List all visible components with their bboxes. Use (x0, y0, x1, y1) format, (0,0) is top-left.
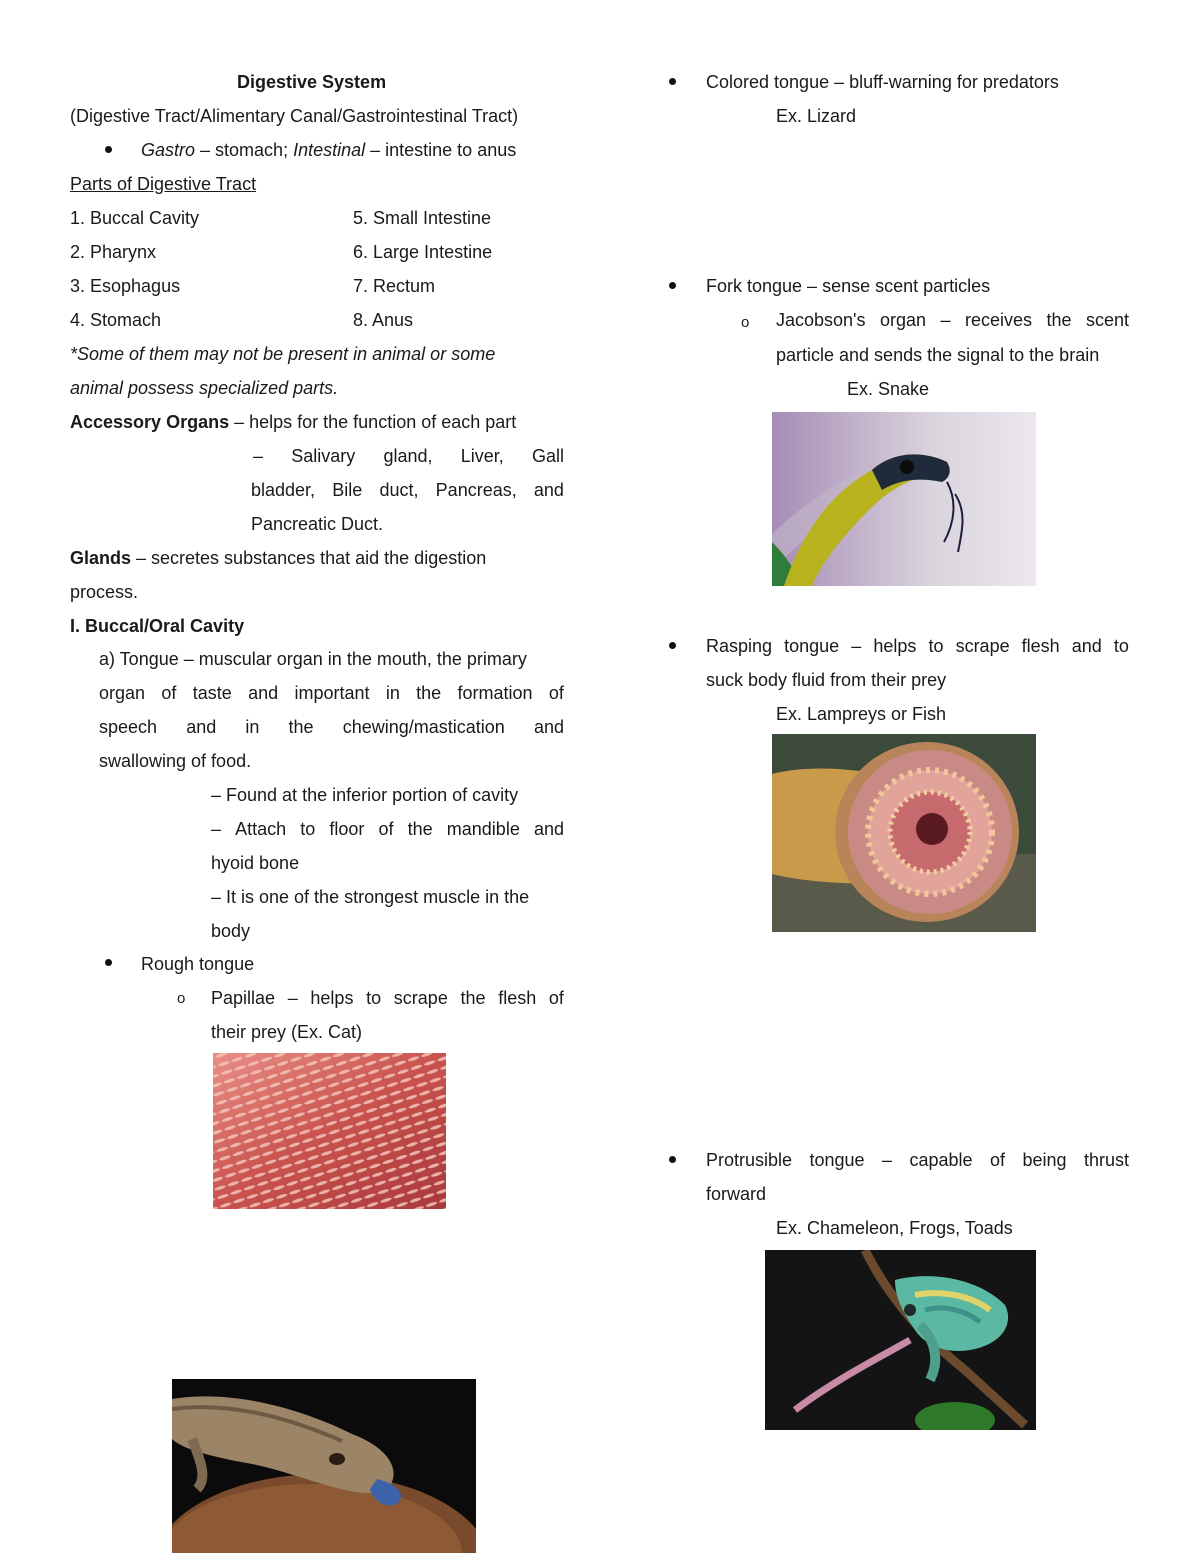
gastro-term: Gastro (141, 140, 196, 160)
bullet-dot (669, 1156, 676, 1163)
word: the (1046, 310, 1072, 330)
tongue-line: a) Tongue – muscular organ in the mouth, the primary (99, 649, 527, 669)
accessory-term: Accessory Organs (70, 412, 230, 432)
section-title: I. Buccal/Oral Cavity (70, 616, 245, 636)
word: flesh (1021, 636, 1060, 656)
word: chewing/mastication (342, 717, 505, 737)
example-label: Ex. Lampreys or Fish (776, 704, 947, 724)
accessory-list-line (253, 444, 564, 468)
sub-bullet-marker: o (177, 990, 186, 1007)
word: the (416, 683, 442, 703)
tongue-fact: – Found at the inferior portion of cavity (211, 785, 519, 805)
word: Attach (235, 819, 287, 839)
rasping-line (706, 634, 1129, 658)
word: organ (99, 683, 146, 703)
tongue-fact (211, 817, 564, 841)
word: formation (457, 683, 533, 703)
part-item: 1. Buccal Cavity (70, 208, 200, 228)
bullet-dot (105, 146, 112, 153)
word: taste (192, 683, 232, 703)
word: and (533, 717, 564, 737)
accessory-organs (70, 410, 516, 434)
protrusible-line (706, 1148, 1129, 1172)
word: – (253, 446, 264, 466)
accessory-list-line (251, 478, 564, 502)
bullet-dot (105, 959, 112, 966)
word: in (245, 717, 260, 737)
tongue-line (99, 715, 564, 739)
note-line: animal possess specialized parts. (70, 378, 339, 398)
word: receives (964, 310, 1032, 330)
bullet-dot (669, 642, 676, 649)
glands-line (70, 546, 486, 570)
chameleon-photo (765, 1250, 1036, 1430)
word: – (940, 310, 951, 330)
part-item: 7. Rectum (353, 276, 436, 296)
word: floor (329, 819, 365, 839)
jacobson-line: particle and sends the signal to the brain (776, 345, 1100, 365)
word: Protrusible (706, 1150, 793, 1170)
papillae-line (211, 986, 564, 1010)
tongue-fact: body (211, 921, 251, 941)
word: and (186, 717, 217, 737)
word: scent (1085, 310, 1129, 330)
tongue-line (99, 681, 564, 705)
papillae-line: their prey (Ex. Cat) (211, 1022, 363, 1042)
gastro-def: – stomach; (195, 140, 294, 160)
word: the (407, 819, 433, 839)
example-label: Ex. Chameleon, Frogs, Toads (776, 1218, 1013, 1238)
word: of (990, 1150, 1006, 1170)
word: and (248, 683, 279, 703)
word: – (211, 819, 222, 839)
word: helps (873, 636, 917, 656)
lizard-photo (172, 1379, 476, 1553)
colored-tongue: Colored tongue – bluff-warning for predators (706, 72, 1059, 92)
word: capable (909, 1150, 973, 1170)
tongue-fact: hyoid bone (211, 853, 300, 873)
word: – (287, 988, 298, 1008)
word: to (1113, 636, 1129, 656)
example-label: Ex. Snake (847, 379, 930, 399)
word: being (1022, 1150, 1067, 1170)
word: Jacobson's (776, 310, 866, 330)
word: Salivary (291, 446, 356, 466)
glands-term: Glands (70, 548, 132, 568)
snake-photo (772, 412, 1036, 586)
word: gland, (383, 446, 433, 466)
word: bladder, (251, 480, 316, 500)
word: organ (879, 310, 927, 330)
page-title: Digestive System (237, 72, 387, 92)
part-item: 8. Anus (353, 310, 414, 330)
word: Liver, (460, 446, 504, 466)
word: of (548, 683, 564, 703)
parts-heading: Parts of Digestive Tract (70, 174, 257, 194)
word: tongue (809, 1150, 865, 1170)
word: mandible (446, 819, 520, 839)
fork-tongue: Fork tongue – sense scent particles (706, 276, 991, 296)
word: to (300, 819, 316, 839)
word: Bile (332, 480, 363, 500)
accessory-list-line: Pancreatic Duct. (251, 514, 384, 534)
glands-line: process. (70, 582, 139, 602)
word: – (882, 1150, 893, 1170)
protrusible-line: forward (706, 1184, 767, 1204)
rough-tongue: Rough tongue (141, 954, 255, 974)
word: to (928, 636, 944, 656)
rasping-line: suck body fluid from their prey (706, 670, 947, 690)
word: flesh (498, 988, 537, 1008)
jacobson-line (776, 308, 1129, 332)
word: scrape (393, 988, 448, 1008)
word: thrust (1083, 1150, 1129, 1170)
word: to (366, 988, 382, 1008)
word: of (378, 819, 394, 839)
bullet-dot (669, 78, 676, 85)
word: Pancreas, (435, 480, 517, 500)
part-item: 2. Pharynx (70, 242, 157, 262)
word: the (288, 717, 314, 737)
subtitle: (Digestive Tract/Alimentary Canal/Gastrointestinal Tract) (70, 106, 519, 126)
word: duct, (379, 480, 419, 500)
intestinal-term: Intestinal (293, 140, 366, 160)
word: of (548, 988, 564, 1008)
word: Rasping (706, 636, 773, 656)
word: scrape (955, 636, 1010, 656)
word: helps (310, 988, 354, 1008)
word: Papillae (211, 988, 276, 1008)
example-label: Ex. Lizard (776, 106, 857, 126)
word: – (851, 636, 862, 656)
tongue-line: swallowing of food. (99, 751, 252, 771)
sub-bullet-marker: o (741, 314, 750, 331)
tongue-fact: – It is one of the strongest muscle in the (211, 887, 530, 907)
part-item: 6. Large Intestine (353, 242, 493, 262)
glands-def: – secretes substances that aid the digestion (131, 548, 487, 568)
word: Gall (531, 446, 564, 466)
word: speech (99, 717, 158, 737)
lamprey-photo (772, 734, 1036, 932)
word: in (385, 683, 400, 703)
word: important (294, 683, 370, 703)
note-line: *Some of them may not be present in animal or some (70, 344, 496, 364)
word: tongue (784, 636, 840, 656)
accessory-def: – helps for the function of each part (229, 412, 517, 432)
word: and (533, 819, 564, 839)
part-item: 3. Esophagus (70, 276, 181, 296)
word: and (533, 480, 564, 500)
word: of (161, 683, 177, 703)
gastro-line (141, 138, 516, 162)
intestinal-def: – intestine to anus (365, 140, 517, 160)
part-item: 5. Small Intestine (353, 208, 492, 228)
word: and (1071, 636, 1102, 656)
cat-tongue-photo (213, 1053, 446, 1209)
bullet-dot (669, 282, 676, 289)
word: the (460, 988, 486, 1008)
part-item: 4. Stomach (70, 310, 162, 330)
